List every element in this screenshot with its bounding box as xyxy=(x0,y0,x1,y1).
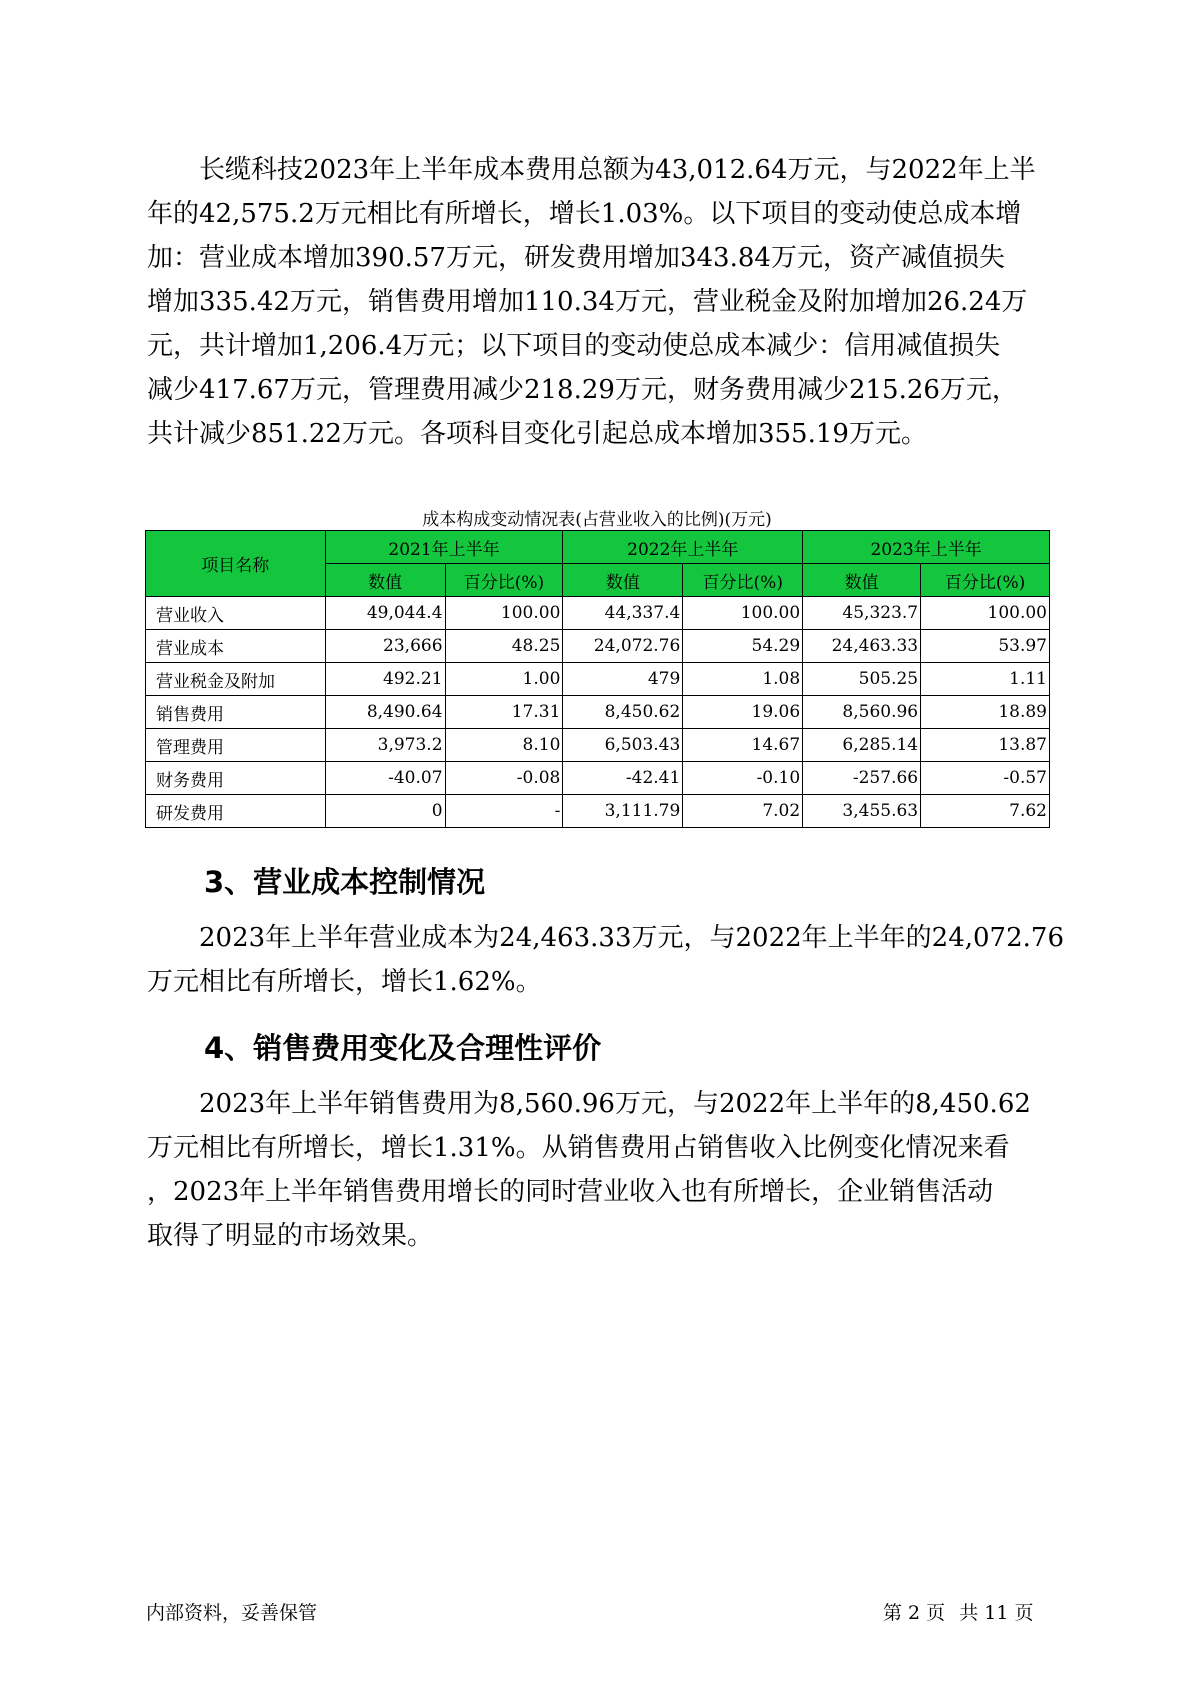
header-value: 数值 xyxy=(325,564,445,597)
percent-cell: 19.06 xyxy=(683,696,803,729)
value-cell: 0 xyxy=(325,795,445,828)
value-cell: 479 xyxy=(563,663,683,696)
value-cell: 24,072.76 xyxy=(563,630,683,663)
percent-cell: - xyxy=(445,795,563,828)
table-row xyxy=(146,630,1050,663)
header-percent: 百分比(%) xyxy=(921,564,1050,597)
section-4-heading: 4、销售费用变化及合理性评价 xyxy=(204,1031,602,1065)
paragraph-line: 2023年上半年营业成本为24,463.33万元，与2022年上半年的24,072.76 xyxy=(199,923,1064,953)
value-cell: 8,450.62 xyxy=(563,696,683,729)
header-value: 数值 xyxy=(563,564,683,597)
paragraph-line: 加：营业成本增加390.57万元，研发费用增加343.84万元，资产减值损失 xyxy=(147,243,1005,273)
paragraph-line: 万元相比有所增长，增长1.62%。 xyxy=(147,967,542,997)
percent-cell: 100.00 xyxy=(683,597,803,630)
row-label: 销售费用 xyxy=(146,696,326,729)
value-cell: 8,490.64 xyxy=(325,696,445,729)
value-cell: 3,111.79 xyxy=(563,795,683,828)
table-body xyxy=(146,597,1050,828)
percent-cell: -0.57 xyxy=(921,762,1050,795)
percent-cell: 7.62 xyxy=(921,795,1050,828)
row-label: 营业收入 xyxy=(146,597,326,630)
percent-cell: 100.00 xyxy=(445,597,563,630)
header-item-name: 项目名称 xyxy=(146,531,326,597)
value-cell: 23,666 xyxy=(325,630,445,663)
row-label: 管理费用 xyxy=(146,729,326,762)
percent-cell: 53.97 xyxy=(921,630,1050,663)
table-row xyxy=(146,663,1050,696)
paragraph-line: 长缆科技2023年上半年成本费用总额为43,012.64万元，与2022年上半 xyxy=(199,155,1036,185)
footer-page-number xyxy=(883,1598,1041,1625)
percent-cell: -0.10 xyxy=(683,762,803,795)
percent-cell: 7.02 xyxy=(683,795,803,828)
value-cell: 6,285.14 xyxy=(803,729,921,762)
value-cell: 492.21 xyxy=(325,663,445,696)
paragraph-line: 取得了明显的市场效果。 xyxy=(147,1221,434,1251)
paragraph-line: 元，共计增加1,206.4万元；以下项目的变动使总成本减少：信用减值损失 xyxy=(147,331,1001,361)
header-period-2022: 2022年上半年 xyxy=(563,531,803,564)
paragraph-line: 万元相比有所增长，增长1.31%。从销售费用占销售收入比例变化情况来看 xyxy=(147,1133,1010,1163)
paragraph-line: 增加335.42万元，销售费用增加110.34万元，营业税金及附加增加26.24万 xyxy=(147,287,1028,317)
value-cell: 24,463.33 xyxy=(803,630,921,663)
row-label: 财务费用 xyxy=(146,762,326,795)
row-label: 研发费用 xyxy=(146,795,326,828)
cost-structure-table xyxy=(145,530,1050,828)
section-4-paragraph xyxy=(147,1082,1062,1258)
paragraph-line: 共计减少851.22万元。各项科目变化引起总成本增加355.19万元。 xyxy=(147,419,927,449)
table-row xyxy=(146,762,1050,795)
value-cell: 3,455.63 xyxy=(803,795,921,828)
value-cell: 44,337.4 xyxy=(563,597,683,630)
value-cell: 8,560.96 xyxy=(803,696,921,729)
percent-cell: 1.11 xyxy=(921,663,1050,696)
header-period-2023: 2023年上半年 xyxy=(803,531,1050,564)
percent-cell: 54.29 xyxy=(683,630,803,663)
percent-cell: 100.00 xyxy=(921,597,1050,630)
value-cell: 3,973.2 xyxy=(325,729,445,762)
section-3-heading: 3、营业成本控制情况 xyxy=(204,865,486,899)
paragraph-line: 2023年上半年销售费用为8,560.96万元，与2022年上半年的8,450.62 xyxy=(199,1089,1031,1119)
value-cell: -42.41 xyxy=(563,762,683,795)
paragraph-line: 年的42,575.2万元相比有所增长，增长1.03%。以下项目的变动使总成本增 xyxy=(147,199,1022,229)
percent-cell: 1.08 xyxy=(683,663,803,696)
table-row xyxy=(146,729,1050,762)
percent-cell: 17.31 xyxy=(445,696,563,729)
paragraph-line: 减少417.67万元，管理费用减少218.29万元，财务费用减少215.26万元， xyxy=(147,375,1018,405)
page-total: 共 11 页 xyxy=(959,1602,1034,1624)
row-label: 营业税金及附加 xyxy=(146,663,326,696)
value-cell: 505.25 xyxy=(803,663,921,696)
intro-paragraph xyxy=(147,148,1062,456)
value-cell: -40.07 xyxy=(325,762,445,795)
value-cell: 45,323.7 xyxy=(803,597,921,630)
table-row xyxy=(146,795,1050,828)
header-percent: 百分比(%) xyxy=(445,564,563,597)
percent-cell: 13.87 xyxy=(921,729,1050,762)
value-cell: -257.66 xyxy=(803,762,921,795)
header-percent: 百分比(%) xyxy=(683,564,803,597)
percent-cell: 18.89 xyxy=(921,696,1050,729)
page-number: 第 2 页 xyxy=(883,1602,946,1624)
value-cell: 49,044.4 xyxy=(325,597,445,630)
percent-cell: 1.00 xyxy=(445,663,563,696)
percent-cell: 14.67 xyxy=(683,729,803,762)
paragraph-line: ，2023年上半年销售费用增长的同时营业收入也有所增长，企业销售活动 xyxy=(147,1177,994,1207)
percent-cell: -0.08 xyxy=(445,762,563,795)
table-caption: 成本构成变动情况表(占营业收入的比例)(万元) xyxy=(422,510,772,530)
footer-confidential-note: 内部资料，妥善保管 xyxy=(146,1602,318,1624)
row-label: 营业成本 xyxy=(146,630,326,663)
header-value: 数值 xyxy=(803,564,921,597)
section-3-paragraph xyxy=(147,916,1062,1004)
header-period-2021: 2021年上半年 xyxy=(325,531,563,564)
percent-cell: 8.10 xyxy=(445,729,563,762)
table-row xyxy=(146,696,1050,729)
percent-cell: 48.25 xyxy=(445,630,563,663)
table-row xyxy=(146,597,1050,630)
value-cell: 6,503.43 xyxy=(563,729,683,762)
